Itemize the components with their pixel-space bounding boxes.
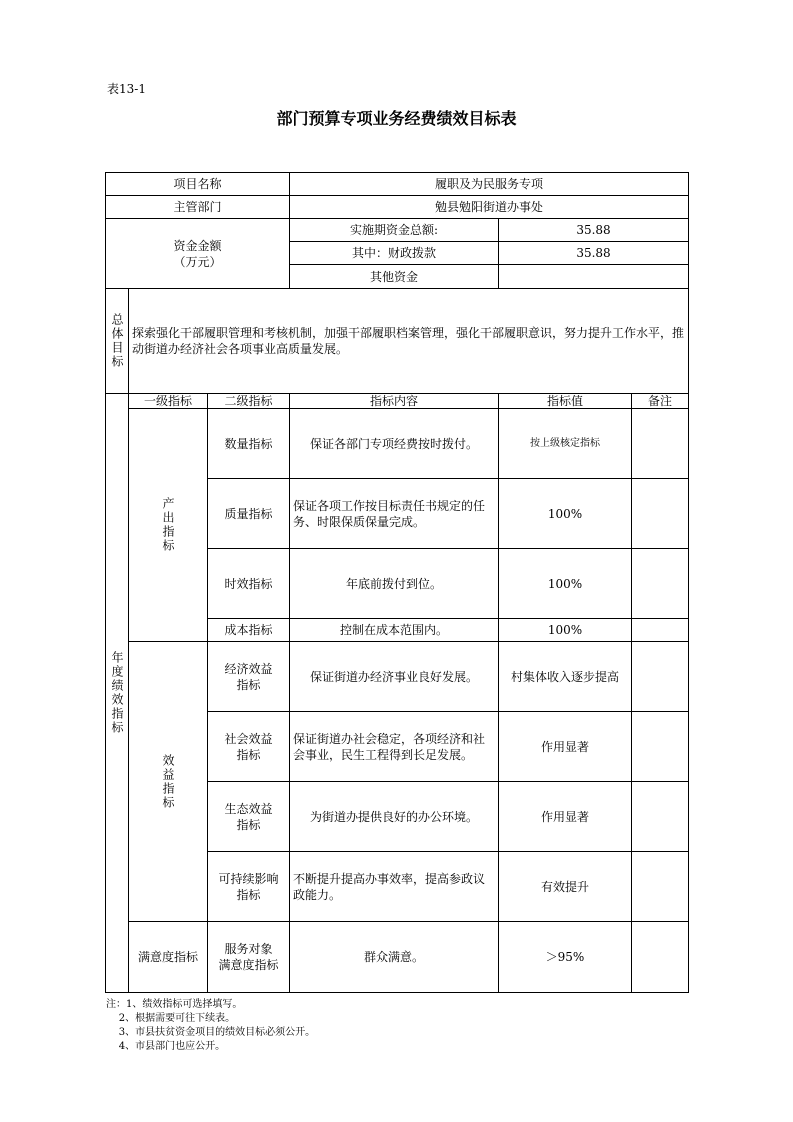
table-row-level2: 数量指标 <box>207 408 290 479</box>
satisfaction-indicator-label: 满意度指标 <box>128 921 208 993</box>
table-row-level2: 成本指标 <box>207 618 290 642</box>
dept-value: 勉县勉阳街道办事处 <box>289 195 689 219</box>
page-title: 部门预算专项业务经费绩效目标表 <box>276 109 517 128</box>
total-fund-label: 实施期资金总额: <box>289 218 499 242</box>
footnote: 2、根据需要可往下续表。 <box>106 1013 236 1024</box>
table-row-content: 保证街道办经济事业良好发展。 <box>289 641 499 712</box>
fiscal-fund-value: 35.88 <box>498 241 689 265</box>
table-row-value: 100% <box>498 548 632 619</box>
annual-perf-label: 年度绩效指标 <box>105 393 129 993</box>
col-level1-header: 一级指标 <box>128 393 208 409</box>
table-row-value: 100% <box>498 478 632 549</box>
table-row-note <box>631 641 689 712</box>
table-row-note <box>631 781 689 852</box>
table-row-value: 作用显著 <box>498 711 632 782</box>
table-row-level2: 可持续影响 指标 <box>207 851 290 922</box>
table-row-note <box>631 408 689 479</box>
table-row-value: 100% <box>498 618 632 642</box>
col-level2-header: 二级指标 <box>207 393 290 409</box>
table-row-content: 群众满意。 <box>289 921 499 993</box>
dept-label: 主管部门 <box>105 195 290 219</box>
other-fund-label: 其他资金 <box>289 264 499 289</box>
table-number: 表13-1 <box>107 82 146 96</box>
table-row-value: 村集体收入逐步提高 <box>498 641 632 712</box>
footnote: 4、市县部门也应公开。 <box>106 1041 226 1052</box>
fiscal-fund-label: 其中：财政拨款 <box>289 241 499 265</box>
overall-goal-text: 探索强化干部履职管理和考核机制，加强干部履职档案管理，强化干部履职意识，努力提升工作水平，推动街道办经济社会各项事业高质量发展。 <box>128 288 689 394</box>
table-row-note <box>631 548 689 619</box>
table-row-level2: 时效指标 <box>207 548 290 619</box>
footnote: 3、市县扶贫资金项目的绩效目标必须公开。 <box>106 1027 316 1038</box>
table-row-note <box>631 478 689 549</box>
table-row-content: 保证各部门专项经费按时拨付。 <box>289 408 499 479</box>
benefit-indicator-label: 效益指标 <box>128 641 208 922</box>
table-row-note <box>631 921 689 993</box>
table-row-value: 按上级核定指标 <box>498 408 632 479</box>
output-indicator-label: 产出指标 <box>128 408 208 642</box>
table-row-level2: 生态效益 指标 <box>207 781 290 852</box>
footnote: 注：1、绩效指标可选择填写。 <box>106 999 243 1010</box>
table-row-content: 不断提升提高办事效率，提高参政议政能力。 <box>289 851 499 922</box>
table-row-note <box>631 711 689 782</box>
table-row-level2: 社会效益 指标 <box>207 711 290 782</box>
project-name-label: 项目名称 <box>105 172 290 196</box>
col-note-header: 备注 <box>631 393 689 409</box>
table-row-value: 作用显著 <box>498 781 632 852</box>
table-row-content: 年底前拨付到位。 <box>289 548 499 619</box>
table-row-content: 控制在成本范围内。 <box>289 618 499 642</box>
footnotes <box>106 998 315 1054</box>
table-row-note <box>631 851 689 922</box>
col-value-header: 指标值 <box>498 393 632 409</box>
table-row-content: 保证街道办社会稳定，各项经济和社会事业，民生工程得到长足发展。 <box>289 711 499 782</box>
other-fund-value <box>498 264 689 289</box>
col-content-header: 指标内容 <box>289 393 499 409</box>
table-row-level2: 经济效益 指标 <box>207 641 290 712</box>
table-row-note <box>631 618 689 642</box>
overall-goal-label: 总体目标 <box>105 288 129 394</box>
table-row-level2: 质量指标 <box>207 478 290 549</box>
table-row-content: 保证各项工作按目标责任书规定的任务、时限保质保量完成。 <box>289 478 499 549</box>
fund-amount-label: 资金金额 （万元） <box>105 218 290 289</box>
table-row-content: 为街道办提供良好的办公环境。 <box>289 781 499 852</box>
table-row-level2: 服务对象 满意度指标 <box>207 921 290 993</box>
table-row-value: ＞95% <box>498 921 632 993</box>
table-row-value: 有效提升 <box>498 851 632 922</box>
project-name-value: 履职及为民服务专项 <box>289 172 689 196</box>
total-fund-value: 35.88 <box>498 218 689 242</box>
